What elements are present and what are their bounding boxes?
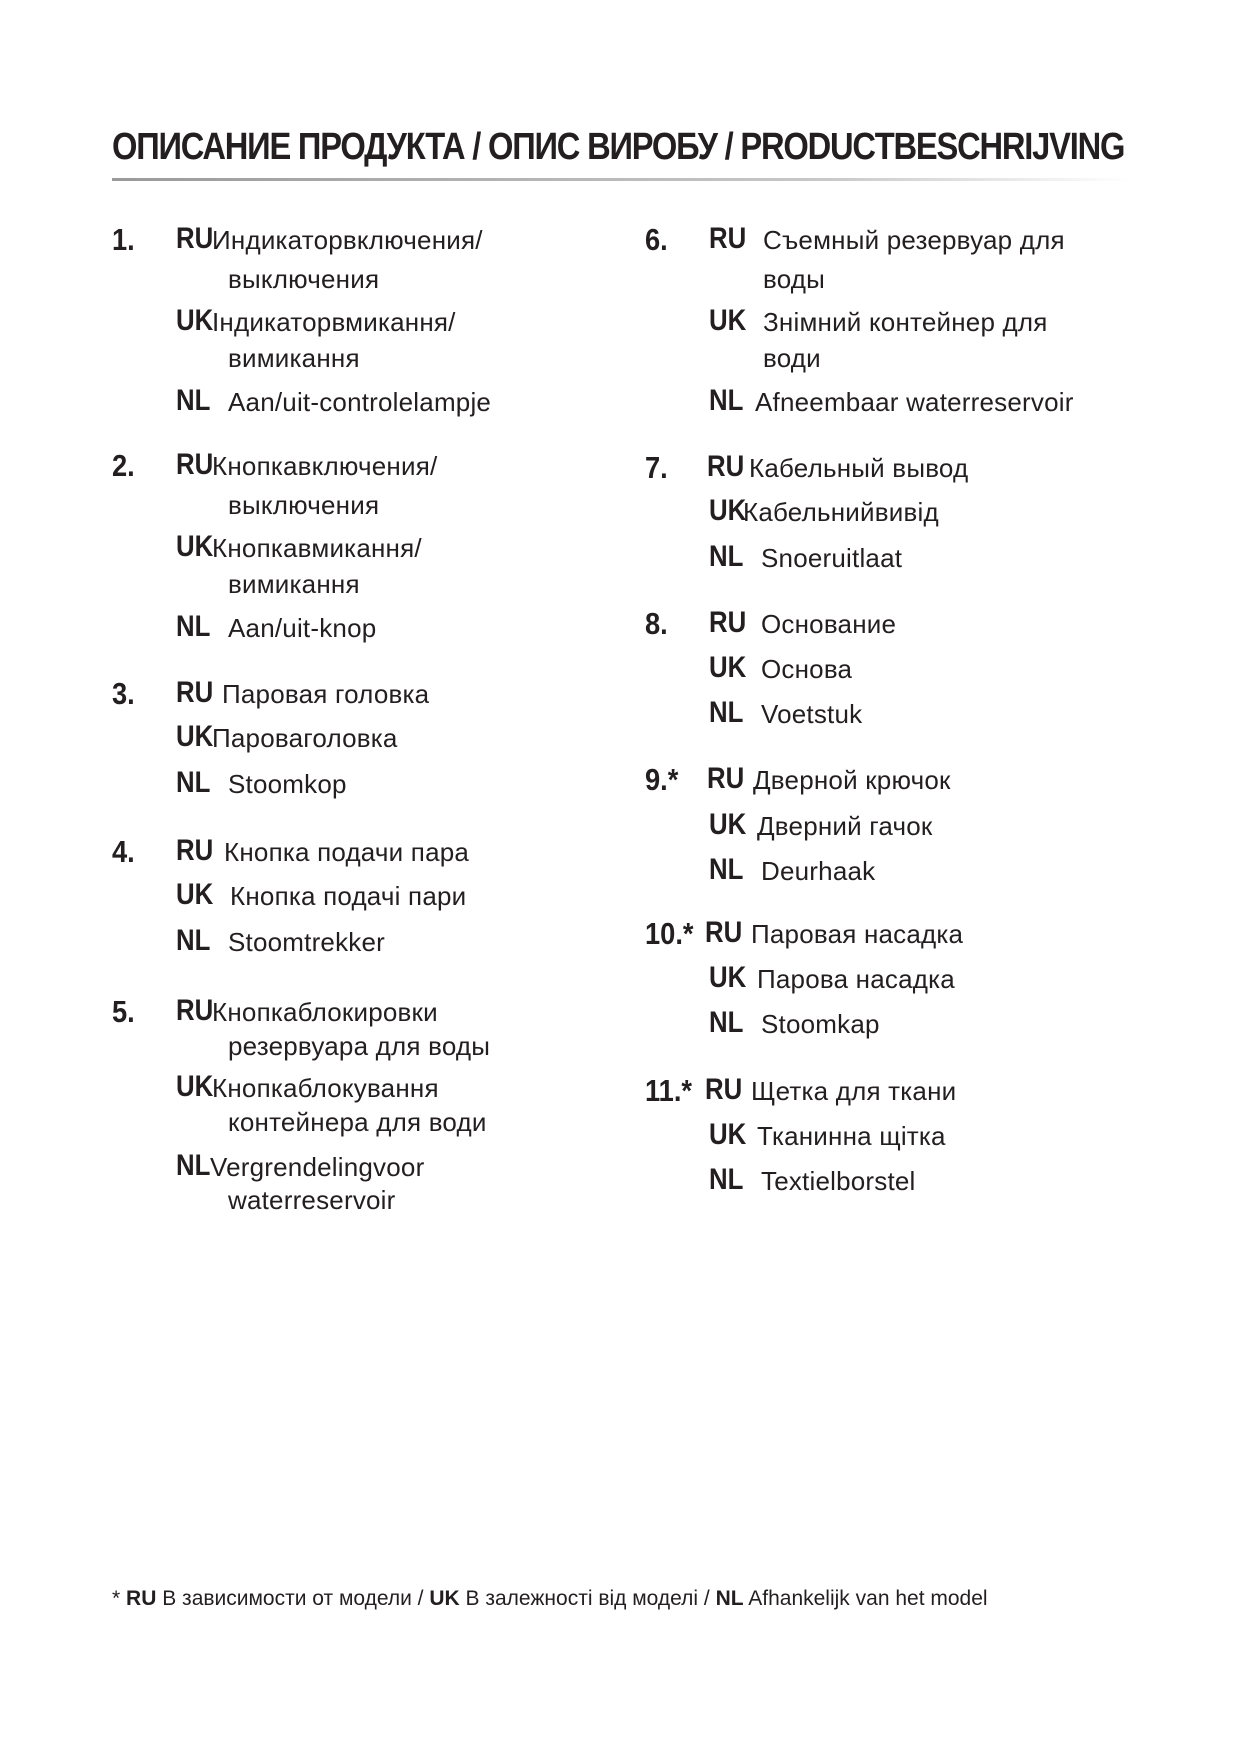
ru-text: Индикаторвключения/ xyxy=(212,225,483,255)
uk-text-cont: води xyxy=(763,343,821,373)
lang-code-uk: UK xyxy=(176,1070,214,1103)
item-number: 8. xyxy=(645,606,668,641)
ru-text: Кнопкаблокировки xyxy=(212,997,438,1027)
lang-code-nl: NL xyxy=(176,766,211,799)
uk-text: Знімний контейнер для xyxy=(763,307,1048,337)
lang-code-ru: RU xyxy=(707,762,745,795)
item-number: 5. xyxy=(112,994,135,1029)
nl-text: Stoomkop xyxy=(228,769,347,799)
ru-text: Кнопка подачи пара xyxy=(224,837,470,867)
uk-text: Кнопкавмикання/ xyxy=(212,533,422,563)
ru-text: Паровая насадка xyxy=(751,919,964,949)
ru-text-cont: воды xyxy=(763,264,826,294)
lang-code-nl: NL xyxy=(176,384,211,417)
lang-code-ru: RU xyxy=(707,450,745,483)
ru-text: Щетка для ткани xyxy=(751,1076,957,1106)
title-underline xyxy=(112,178,1132,181)
uk-text: Тканинна щітка xyxy=(757,1121,946,1151)
nl-text: Stoomtrekker xyxy=(228,927,386,957)
item-number: 6. xyxy=(645,222,668,257)
footnote-uk-text: В залежності від моделі / xyxy=(465,1587,710,1610)
ru-text: Дверной крючок xyxy=(753,765,951,795)
nl-text: Textielborstel xyxy=(761,1166,916,1196)
lang-code-uk: UK xyxy=(709,304,747,337)
lang-code-nl: NL xyxy=(709,696,744,729)
lang-code-ru: RU xyxy=(176,994,214,1027)
lang-code-ru: RU xyxy=(705,1073,743,1106)
uk-text: Основа xyxy=(761,654,853,684)
nl-text: Vergrendelingvoor xyxy=(210,1152,425,1182)
footnote-nl-text: Afhankelijk van het model xyxy=(748,1587,988,1610)
ru-text: Съемный резервуар для xyxy=(763,225,1065,255)
item-number: 7. xyxy=(645,450,668,485)
lang-code-nl: NL xyxy=(709,1006,744,1039)
lang-code-ru: RU xyxy=(176,448,214,481)
footnote xyxy=(112,1587,988,1611)
lang-code-nl: NL xyxy=(176,1149,211,1182)
page-title: ОПИСАНИЕ ПРОДУКТА / ОПИС ВИРОБУ / PRODUCTBESCHRIJVING xyxy=(112,126,1125,168)
lang-code-ru: RU xyxy=(176,676,214,709)
nl-text: Stoomkap xyxy=(761,1009,880,1039)
ru-text: Кнопкавключения/ xyxy=(212,451,438,481)
lang-code-nl: NL xyxy=(709,384,744,417)
ru-text: Кабельный вывод xyxy=(749,453,969,483)
uk-text: Пароваголовка xyxy=(212,723,398,753)
lang-code-nl: NL xyxy=(176,610,211,643)
ru-text: Паровая головка xyxy=(222,679,430,709)
item-number: 9.* xyxy=(645,762,679,797)
footnote-ru-text: В зависимости от модели / xyxy=(162,1587,424,1610)
footnote-ru-code: RU xyxy=(126,1587,157,1610)
lang-code-uk: UK xyxy=(176,304,214,337)
uk-text-cont: контейнера для води xyxy=(228,1107,487,1137)
nl-text: Aan/uit-controlelampje xyxy=(228,387,492,417)
lang-code-uk: UK xyxy=(709,651,747,684)
lang-code-nl: NL xyxy=(709,853,744,886)
footnote-uk-code: UK xyxy=(429,1587,460,1610)
nl-text-cont: waterreservoir xyxy=(228,1185,396,1215)
lang-code-nl: NL xyxy=(709,1163,744,1196)
item-number: 2. xyxy=(112,448,135,483)
uk-text: Кабельнийвивід xyxy=(743,497,939,527)
lang-code-uk: UK xyxy=(176,878,214,911)
ru-text-cont: выключения xyxy=(228,490,380,520)
lang-code-ru: RU xyxy=(709,222,747,255)
uk-text: Кнопкаблокування xyxy=(212,1073,439,1103)
item-number: 11.* xyxy=(645,1073,693,1108)
footnote-nl-code: NL xyxy=(715,1587,744,1610)
lang-code-nl: NL xyxy=(709,540,744,573)
item-number: 1. xyxy=(112,222,135,257)
lang-code-nl: NL xyxy=(176,924,211,957)
lang-code-uk: UK xyxy=(709,494,747,527)
nl-text: Aan/uit-knop xyxy=(228,613,377,643)
ru-text: Основание xyxy=(761,609,897,639)
lang-code-uk: UK xyxy=(709,961,747,994)
uk-text-cont: вимикання xyxy=(228,343,360,373)
lang-code-uk: UK xyxy=(709,808,747,841)
item-number: 3. xyxy=(112,676,135,711)
lang-code-ru: RU xyxy=(705,916,743,949)
lang-code-uk: UK xyxy=(176,530,214,563)
lang-code-ru: RU xyxy=(176,834,214,867)
item-number: 10.* xyxy=(645,916,694,951)
item-number: 4. xyxy=(112,834,135,869)
lang-code-uk: UK xyxy=(709,1118,747,1151)
uk-text: Індикаторвмикання/ xyxy=(212,307,456,337)
uk-text-cont: вимикання xyxy=(228,569,360,599)
nl-text: Voetstuk xyxy=(761,699,863,729)
uk-text: Парова насадка xyxy=(757,964,955,994)
lang-code-ru: RU xyxy=(176,222,214,255)
nl-text: Afneembaar waterreservoir xyxy=(755,387,1074,417)
ru-text-cont: резервуара для воды xyxy=(228,1031,491,1061)
uk-text: Дверний гачок xyxy=(757,811,933,841)
nl-text: Deurhaak xyxy=(761,856,876,886)
lang-code-uk: UK xyxy=(176,720,214,753)
footnote-star: * xyxy=(112,1587,121,1610)
nl-text: Snoeruitlaat xyxy=(761,543,903,573)
ru-text-cont: выключения xyxy=(228,264,380,294)
lang-code-ru: RU xyxy=(709,606,747,639)
uk-text: Кнопка подачі пари xyxy=(230,881,467,911)
